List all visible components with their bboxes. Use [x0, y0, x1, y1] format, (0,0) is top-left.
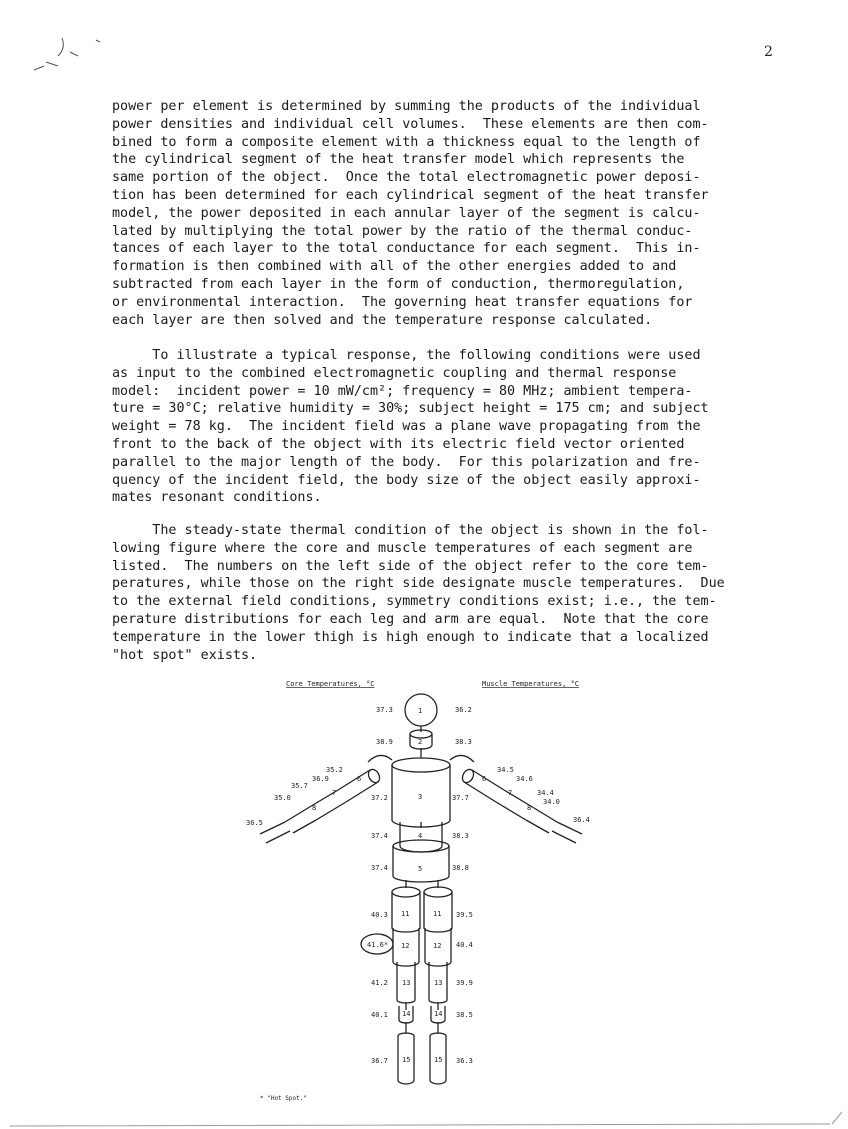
segment-label: 2 — [418, 738, 423, 746]
segment-label: 3 — [418, 793, 423, 801]
segment-label: 7 — [508, 789, 513, 797]
segment-label: 13 — [402, 979, 411, 987]
muscle-temp-lower-thigh: 40.4 — [456, 941, 473, 949]
segment-label: 13 — [434, 979, 443, 987]
segment-label: 11 — [433, 910, 442, 918]
segment-label: 14 — [434, 1010, 443, 1018]
core-temp-foot: 36.7 — [371, 1057, 388, 1065]
bottom-edge-line — [10, 1112, 842, 1126]
muscle-temp-lower-calf: 38.5 — [456, 1011, 473, 1019]
muscle-temp-upper-arm: 34.5 — [497, 766, 514, 774]
segment-label: 15 — [402, 1056, 411, 1064]
muscle-temp-foot: 36.3 — [456, 1057, 473, 1065]
segment-label: 7 — [332, 789, 337, 797]
segment-label: 12 — [401, 942, 410, 950]
core-temp-upper-thigh: 40.3 — [371, 911, 388, 919]
core-temp-forearm-a: 36.9 — [312, 775, 329, 783]
segment-label: 11 — [401, 910, 410, 918]
core-temp-hand: 36.5 — [246, 819, 263, 827]
muscle-temp-upper-thigh: 39.5 — [456, 911, 473, 919]
corner-scribble — [34, 38, 78, 70]
page-number: 2 — [764, 44, 773, 60]
segment-label: 8 — [527, 804, 532, 812]
muscle-temp-wrist: 34.0 — [543, 798, 560, 806]
segment-label: 14 — [402, 1010, 411, 1018]
corner-dot — [96, 40, 100, 42]
paragraph-1-text: power per element is determined by summing the products of the individual power densities and individual cell volumes. These elements are then com- bined to form a composite element with a thickness equal to the length of the cylindrical segment of the heat transfer model which represents the same portion of the object. Once the total electromagnetic power deposi- tion has been determined for each cylindrical segment of the heat transfer model, the power deposited in each annular layer of the segment is calcu- lated by multiplying the total power by the ratio of the thermal conduc- tances of each layer to the total conductance for each segment. This in- formation is then combined with all of the other energies added to and subtracted from each layer in the form of conduction, thermoregulation, or environmental interaction. The governing heat transfer equations for each layer are then solved and the temperature response calculated. — [112, 99, 709, 328]
muscle-temp-forearm-b: 34.4 — [537, 789, 554, 797]
paragraph-3: The steady-state thermal condition of the object is shown in the fol- lowing figure where the core and muscle temperatures of each segment are listed. The numbers on the left side of the object refer to the core tem- peratures, while those on the right side designate muscle temperatures. Due to the external field conditions, symmetry conditions exist; i.e., the tem- perature distributions for each leg and arm are equal. Note that the core temperature in the lower thigh is high enough to indicate that a localized "hot spot" exists. — [112, 523, 725, 663]
muscle-temp-neck: 38.3 — [455, 738, 472, 746]
core-temp-forearm-b: 35.7 — [291, 782, 308, 790]
muscle-temp-abdomen: 38.3 — [452, 832, 469, 840]
core-temp-head: 37.3 — [376, 706, 393, 714]
muscle-temp-hand: 36.4 — [573, 816, 590, 824]
segment-label: 5 — [418, 865, 423, 873]
core-temp-chest: 37.2 — [371, 794, 388, 802]
core-temp-lower-calf: 40.1 — [371, 1011, 388, 1019]
muscle-temp-upper-calf: 39.9 — [456, 979, 473, 987]
core-temp-abdomen: 37.4 — [371, 832, 388, 840]
segment-label: 1 — [418, 707, 423, 715]
core-title: Core Temperatures, °C — [286, 680, 375, 688]
segment-label: 8 — [312, 804, 317, 812]
core-temp-neck: 38.9 — [376, 738, 393, 746]
segment-label: 12 — [433, 942, 442, 950]
paragraph-2: To illustrate a typical response, the following conditions were used as input to the combined electromagnetic coupling and thermal response model: incident power = 10 mW/cm²; frequency = 80 MHz; ambient tempera- ture = 30°C; relative humidity = 30%; subject height = 175 cm; and subject weight = 78 kg. The incident field was a plane wave propagating from the front to the back of the object with its electric field vector oriented parallel to the major length of the body. For this polarization and fre- quency of the incident field, the body size of the object easily approxi- mates resonant conditions. — [112, 348, 709, 506]
muscle-temp-head: 36.2 — [455, 706, 472, 714]
muscle-temp-forearm-a: 34.6 — [516, 775, 533, 783]
core-temp-pelvis: 37.4 — [371, 864, 388, 872]
segment-label: 6 — [357, 775, 362, 783]
segment-label: 6 — [482, 775, 487, 783]
core-temp-upper-calf: 41.2 — [371, 979, 388, 987]
segment-label: 4 — [418, 832, 423, 840]
muscle-temp-chest: 37.7 — [452, 794, 469, 802]
core-temp-wrist: 35.0 — [274, 794, 291, 802]
muscle-title: Muscle Temperatures, °C — [482, 680, 579, 688]
core-temp-lower-thigh: 41.6* — [367, 941, 389, 949]
segment-label: 15 — [434, 1056, 443, 1064]
figure-footnote: * "Hot Spot." — [260, 1095, 307, 1102]
core-temp-upper-arm: 35.2 — [326, 766, 343, 774]
muscle-temp-pelvis: 38.8 — [452, 864, 469, 872]
